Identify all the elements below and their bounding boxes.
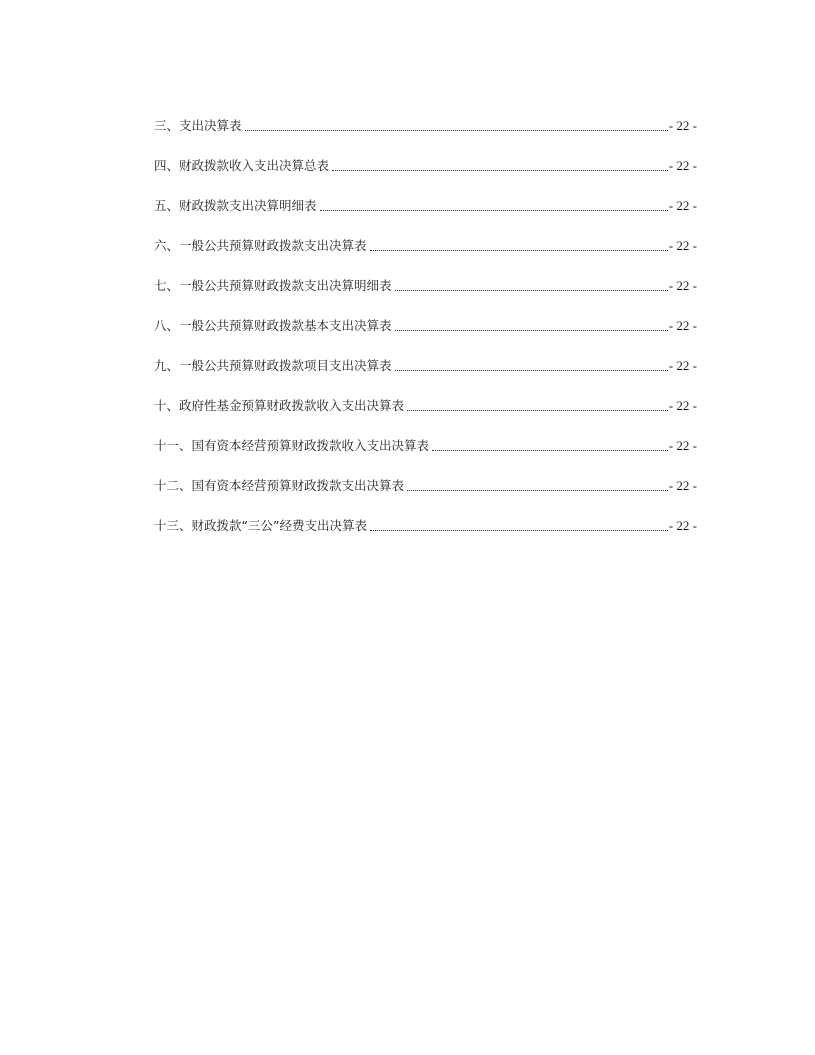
toc-dot-leader bbox=[407, 410, 668, 411]
toc-entry-page: - 22 - bbox=[668, 358, 697, 373]
toc-entry-title: 六、一般公共预算财政拨款支出决算表 bbox=[154, 238, 367, 253]
toc-dot-leader bbox=[432, 450, 668, 451]
toc-dot-leader bbox=[320, 210, 668, 211]
toc-dot-leader bbox=[395, 290, 668, 291]
toc-entry[interactable] bbox=[154, 436, 697, 456]
toc-entry[interactable] bbox=[154, 116, 697, 136]
toc-entry[interactable] bbox=[154, 156, 697, 176]
toc-entry[interactable] bbox=[154, 316, 697, 336]
toc-entry-page: - 22 - bbox=[668, 438, 697, 453]
toc-entry-page: - 22 - bbox=[668, 318, 697, 333]
toc-entry[interactable] bbox=[154, 396, 697, 416]
toc-entry-title: 五、财政拨款支出决算明细表 bbox=[154, 198, 317, 213]
table-of-contents bbox=[154, 116, 697, 556]
toc-dot-leader bbox=[332, 170, 668, 171]
toc-dot-leader bbox=[370, 530, 668, 531]
toc-entry-page: - 22 - bbox=[668, 398, 697, 413]
toc-entry[interactable] bbox=[154, 236, 697, 256]
toc-entry[interactable] bbox=[154, 196, 697, 216]
toc-dot-leader bbox=[395, 330, 668, 331]
toc-dot-leader bbox=[395, 370, 668, 371]
toc-entry-title: 九、一般公共预算财政拨款项目支出决算表 bbox=[154, 358, 392, 373]
toc-entry-page: - 22 - bbox=[668, 158, 697, 173]
toc-entry-page: - 22 - bbox=[668, 478, 697, 493]
toc-entry-title: 十二、国有资本经营预算财政拨款支出决算表 bbox=[154, 478, 405, 493]
toc-entry-page: - 22 - bbox=[668, 238, 697, 253]
toc-entry-title: 四、财政拨款收入支出决算总表 bbox=[154, 158, 330, 173]
toc-entry-title: 七、一般公共预算财政拨款支出决算明细表 bbox=[154, 278, 392, 293]
toc-entry[interactable] bbox=[154, 516, 697, 536]
toc-entry-page: - 22 - bbox=[668, 278, 697, 293]
toc-entry-title: 十一、国有资本经营预算财政拨款收入支出决算表 bbox=[154, 438, 430, 453]
toc-dot-leader bbox=[407, 490, 668, 491]
toc-entry-title: 三、支出决算表 bbox=[154, 118, 242, 133]
toc-entry-page: - 22 - bbox=[668, 518, 697, 533]
toc-entry-title: 十三、财政拨款“三公”经费支出决算表 bbox=[154, 518, 367, 533]
toc-dot-leader bbox=[370, 250, 668, 251]
toc-entry-title: 八、一般公共预算财政拨款基本支出决算表 bbox=[154, 318, 392, 333]
toc-entry[interactable] bbox=[154, 356, 697, 376]
toc-entry-title: 十、政府性基金预算财政拨款收入支出决算表 bbox=[154, 398, 405, 413]
toc-dot-leader bbox=[245, 130, 668, 131]
toc-entry-page: - 22 - bbox=[668, 118, 697, 133]
toc-entry[interactable] bbox=[154, 476, 697, 496]
toc-entry[interactable] bbox=[154, 276, 697, 296]
toc-entry-page: - 22 - bbox=[668, 198, 697, 213]
